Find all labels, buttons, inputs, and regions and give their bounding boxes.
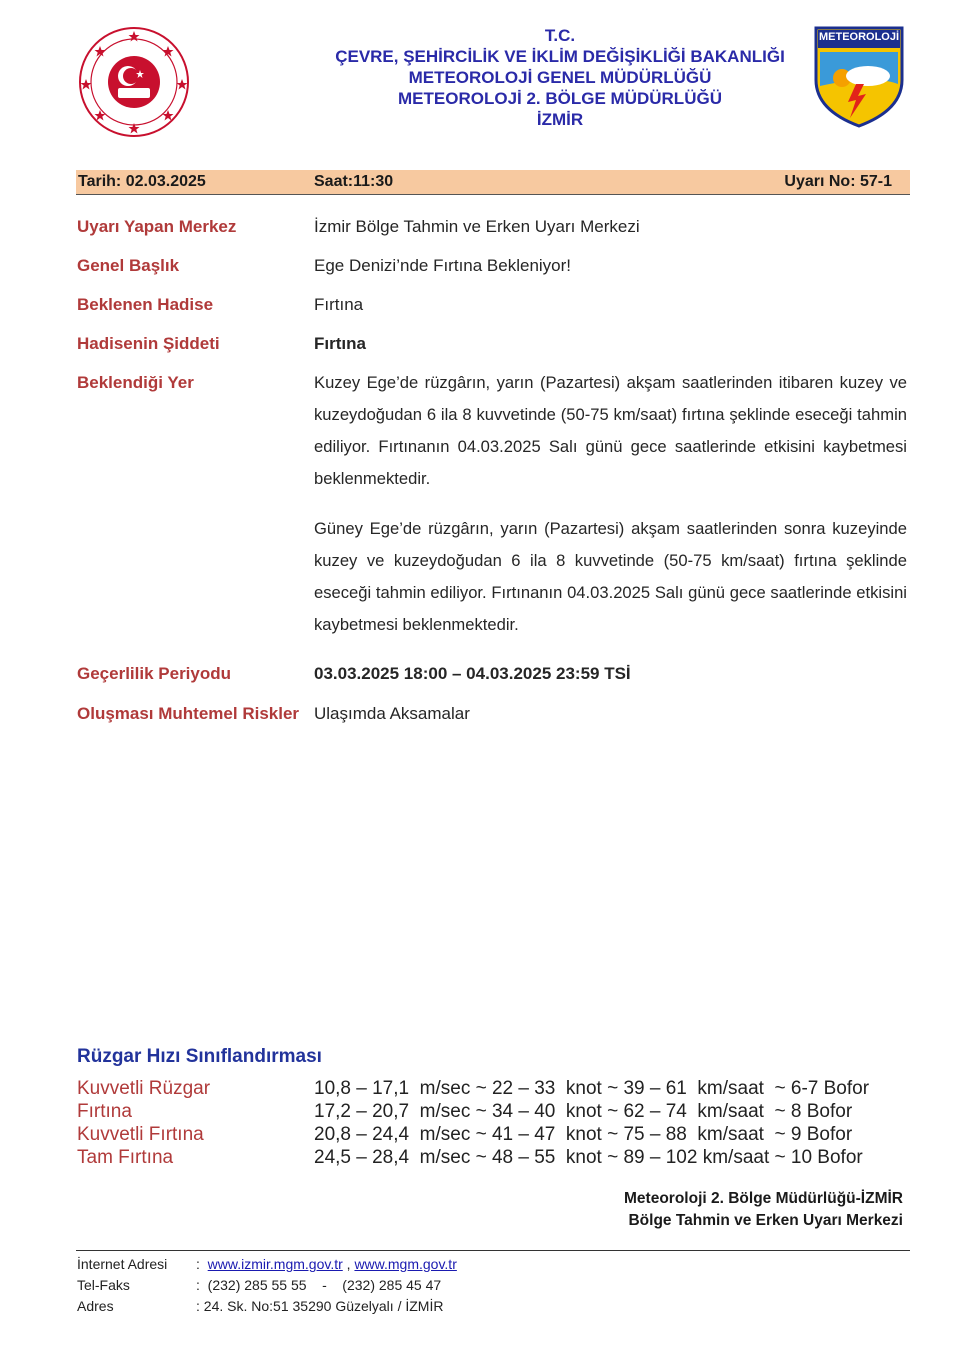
footer-address-value: : 24. Sk. No:51 35290 Güzelyalı / İZMİR [196,1298,444,1314]
validity-label: Geçerlilik Periyodu [77,664,232,683]
center-label: Uyarı Yapan Merkez [77,217,237,236]
title-value: Ege Denizi’nde Fırtına Bekleniyor! [314,256,572,275]
header-directorate: METEOROLOJİ GENEL MÜDÜRLÜĞÜ [408,68,712,87]
signature-line-2: Bölge Tahmin ve Erken Uyarı Merkezi [628,1212,903,1229]
wind-class-values: 10,8 – 17,1 m/sec ~ 22 – 33 knot ~ 39 – 61 km/saat ~ 6-7 Bofor [314,1078,870,1099]
ministry-seal-logo [78,26,190,138]
header-city: İZMİR [536,110,584,129]
header-tc: T.C. [544,26,576,45]
center-value: İzmir Bölge Tahmin ve Erken Uyarı Merkezi [314,217,640,236]
wind-class-name: Tam Fırtına [77,1147,174,1168]
wind-class-name: Kuvvetli Rüzgar [77,1078,211,1099]
meteoroloji-logo [812,24,906,128]
validity-value: 03.03.2025 18:00 – 04.03.2025 23:59 TSİ [314,664,631,683]
header-regional: METEOROLOJİ 2. BÖLGE MÜDÜRLÜĞÜ [398,89,722,108]
place-paragraph-south: Güney Ege’de rüzgârın, yarın (Pazartesi) akşam saatlerinden sonra kuzeyinde kuzey ve kuzeydoğudan 6 ila 8 kuvvetinde (50-75 km/saat) fırtına şeklinde eseceği tahmin ediliyor. Fırtınanın 04.03.2025 Salı günü gece saatlerinde etkisini kaybetmesi beklenmektedir. [314,519,907,634]
footer-divider [76,1250,910,1251]
risks-value: Ulaşımda Aksamalar [314,704,470,723]
title-label: Genel Başlık [77,256,180,275]
wind-class-values: 20,8 – 24,4 m/sec ~ 41 – 47 knot ~ 75 – 88 km/saat ~ 9 Bofor [314,1124,853,1145]
footer-tel-label: Tel-Faks [77,1277,130,1293]
wind-class-values: 17,2 – 20,7 m/sec ~ 34 – 40 knot ~ 62 – 74 km/saat ~ 8 Bofor [314,1101,853,1122]
time-text: Saat:11:30 [314,173,394,190]
wind-class-values: 24,5 – 28,4 m/sec ~ 48 – 55 knot ~ 89 – 102 km/saat ~ 10 Bofor [314,1147,863,1168]
date-text: Tarih: 02.03.2025 [78,173,206,190]
wind-class-name: Fırtına [77,1101,132,1122]
severity-label: Hadisenin Şiddeti [77,334,220,353]
logo-text: METEOROLOJİ [818,31,900,43]
header-ministry: ÇEVRE, ŞEHİRCİLİK VE İKLİM DEĞİŞİKLİĞİ BAKANLIĞI [335,47,785,66]
place-paragraph-north: Kuzey Ege’de rüzgârın, yarın (Pazartesi) akşam saatlerinden itibaren kuzey ve kuzeydoğudan 6 ila 8 kuvvetinde (50-75 km/saat) fırtına şeklinde eseceği tahmin ediliyor. Fırtınanın 04.03.2025 Salı günü gece saatlerinde etkisini kaybetmesi beklenmektedir. [314,373,907,488]
event-value: Fırtına [314,295,364,314]
event-label: Beklenen Hadise [77,295,214,314]
signature-line-1: Meteoroloji 2. Bölge Müdürlüğü-İZMİR [624,1190,903,1207]
footer-web-value [196,1256,457,1272]
place-label: Beklendiği Yer [77,373,194,392]
footer-web-sep: : [196,1256,200,1272]
warning-number: Uyarı No: 57-1 [784,173,892,190]
wind-class-name: Kuvvetli Fırtına [77,1124,204,1145]
info-bar [76,170,910,195]
risks-label: Oluşması Muhtemel Riskler [77,704,300,723]
footer-link-izmir[interactable]: www.izmir.mgm.gov.tr [207,1256,343,1272]
severity-value: Fırtına [314,334,366,353]
footer-address-label: Adres [77,1298,114,1314]
footer-tel-value: : (232) 285 55 55 - (232) 285 45 47 [196,1277,442,1293]
footer-web-comma: , [346,1256,351,1272]
wind-classification-title: Rüzgar Hızı Sınıflandırması [77,1046,322,1067]
footer-web-label: İnternet Adresi [77,1256,168,1272]
footer-link-mgm[interactable]: www.mgm.gov.tr [354,1256,457,1272]
